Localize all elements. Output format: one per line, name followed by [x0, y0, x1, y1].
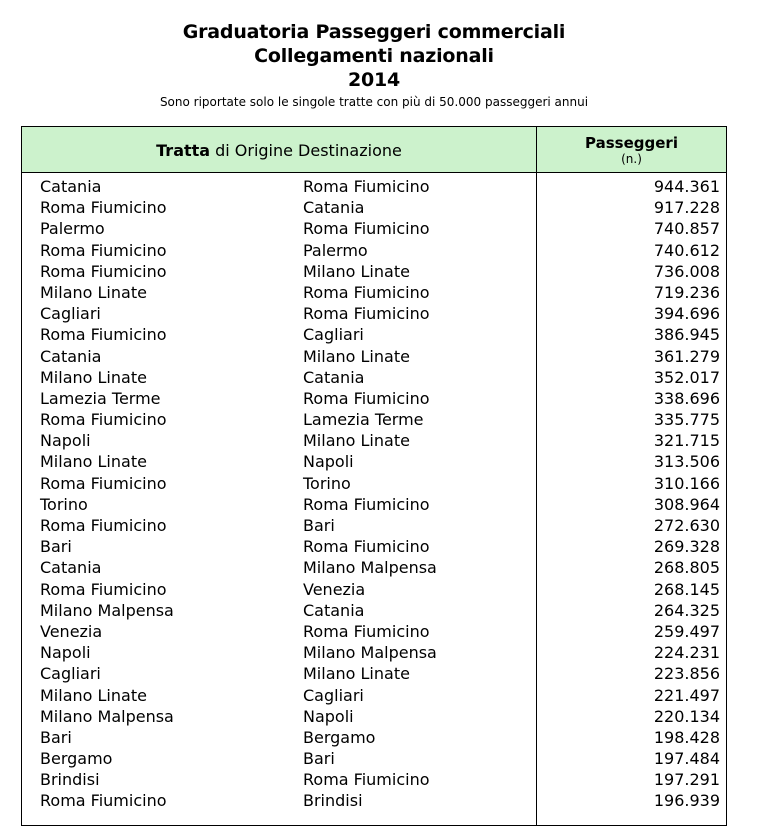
table-row [22, 557, 726, 578]
cell-destination: Catania [303, 600, 365, 620]
document-title-block [0, 20, 748, 110]
cell-origin: Roma Fiumicino [40, 410, 167, 430]
column-header-tratta-rest: di Origine Destinazione [215, 140, 402, 160]
table-row [22, 769, 726, 790]
cell-passengers: 394.696 [653, 304, 720, 324]
cell-passengers: 259.497 [653, 621, 720, 641]
cell-passengers: 352.017 [653, 367, 720, 387]
table-row [22, 430, 726, 451]
table-row [22, 388, 726, 409]
cell-passengers: 223.856 [653, 664, 720, 684]
table-row [22, 303, 726, 324]
cell-origin: Milano Malpensa [40, 706, 174, 726]
cell-origin: Catania [40, 558, 102, 578]
cell-passengers: 220.134 [653, 706, 720, 726]
cell-destination: Roma Fiumicino [303, 177, 430, 196]
table-body [22, 176, 726, 812]
table-row [22, 790, 726, 811]
cell-passengers: 338.696 [653, 388, 720, 408]
cell-destination: Cagliari [303, 685, 364, 705]
cell-destination: Roma Fiumicino [303, 388, 430, 408]
table-row [22, 367, 726, 388]
cell-destination: Lamezia Terme [303, 410, 424, 430]
column-header-tratta-bold: Tratta [156, 140, 211, 160]
table-row [22, 579, 726, 600]
cell-origin: Milano Linate [40, 685, 147, 705]
table-row [22, 621, 726, 642]
document-subtitle-category: Collegamenti nazionali [254, 45, 494, 67]
cell-origin: Milano Linate [40, 367, 147, 387]
cell-destination: Napoli [303, 706, 354, 726]
cell-destination: Napoli [303, 452, 354, 472]
cell-passengers: 272.630 [653, 516, 720, 535]
cell-origin: Brindisi [40, 770, 100, 790]
cell-origin: Lamezia Terme [40, 388, 161, 408]
cell-origin: Roma Fiumicino [40, 261, 167, 281]
cell-destination: Catania [303, 367, 365, 387]
cell-destination: Roma Fiumicino [303, 537, 430, 557]
table-row [22, 324, 726, 345]
cell-destination: Milano Linate [303, 346, 410, 366]
cell-passengers: 269.328 [653, 537, 720, 557]
cell-origin: Bari [40, 727, 72, 747]
cell-passengers: 268.805 [653, 558, 720, 578]
cell-destination: Roma Fiumicino [303, 304, 430, 324]
cell-origin: Bari [40, 537, 72, 557]
table-row [22, 536, 726, 557]
column-header-passeggeri [537, 127, 726, 173]
cell-origin: Roma Fiumicino [40, 473, 167, 493]
cell-passengers: 221.497 [653, 685, 720, 705]
cell-passengers: 944.361 [653, 177, 720, 196]
cell-origin: Napoli [40, 643, 91, 663]
cell-destination: Milano Malpensa [303, 643, 437, 663]
cell-passengers: 196.939 [653, 791, 720, 811]
cell-passengers: 264.325 [653, 600, 720, 620]
cell-destination: Palermo [303, 240, 368, 260]
cell-origin: Bergamo [40, 749, 113, 769]
document-title: Graduatoria Passeggeri commerciali [182, 21, 566, 43]
cell-origin: Cagliari [40, 304, 101, 324]
cell-passengers: 308.964 [653, 494, 720, 514]
table-row [22, 240, 726, 261]
cell-destination: Roma Fiumicino [303, 219, 430, 239]
cell-origin: Napoli [40, 431, 91, 451]
cell-passengers: 321.715 [653, 431, 720, 451]
cell-destination: Milano Linate [303, 664, 410, 684]
cell-origin: Catania [40, 346, 102, 366]
cell-passengers: 268.145 [653, 579, 720, 599]
cell-origin: Catania [40, 177, 102, 196]
cell-passengers: 198.428 [653, 727, 720, 747]
cell-passengers: 197.291 [653, 770, 720, 790]
cell-passengers: 310.166 [653, 473, 720, 493]
cell-origin: Cagliari [40, 664, 101, 684]
cell-passengers: 197.484 [653, 749, 720, 769]
cell-destination: Roma Fiumicino [303, 282, 430, 302]
table-row [22, 346, 726, 367]
table-row [22, 515, 726, 536]
cell-origin: Palermo [40, 219, 105, 239]
cell-passengers: 736.008 [653, 261, 720, 281]
column-header-passeggeri-label: Passeggeri [585, 133, 678, 152]
cell-origin: Venezia [40, 621, 103, 641]
cell-passengers: 361.279 [653, 346, 720, 366]
table-row [22, 282, 726, 303]
cell-passengers: 740.857 [653, 219, 720, 239]
cell-destination: Venezia [303, 579, 366, 599]
table-row [22, 473, 726, 494]
document-note: Sono riportate solo le singole tratte con più di 50.000 passeggeri annui [159, 95, 589, 109]
cell-passengers: 386.945 [653, 325, 720, 345]
cell-origin: Roma Fiumicino [40, 325, 167, 345]
table-row [22, 218, 726, 239]
table-row [22, 197, 726, 218]
cell-origin: Roma Fiumicino [40, 516, 167, 535]
table-row [22, 642, 726, 663]
table-row [22, 727, 726, 748]
table-row [22, 685, 726, 706]
table-row [22, 261, 726, 282]
cell-passengers: 335.775 [653, 410, 720, 430]
cell-origin: Roma Fiumicino [40, 579, 167, 599]
cell-destination: Milano Linate [303, 261, 410, 281]
cell-destination: Torino [303, 473, 351, 493]
cell-destination: Roma Fiumicino [303, 621, 430, 641]
cell-origin: Milano Linate [40, 452, 147, 472]
cell-origin: Roma Fiumicino [40, 198, 167, 218]
cell-origin: Roma Fiumicino [40, 791, 167, 811]
table-row [22, 176, 726, 197]
cell-passengers: 740.612 [653, 240, 720, 260]
cell-origin: Milano Linate [40, 282, 147, 302]
cell-destination: Roma Fiumicino [303, 494, 430, 514]
cell-passengers: 719.236 [653, 282, 720, 302]
table-row [22, 663, 726, 684]
cell-origin: Roma Fiumicino [40, 240, 167, 260]
table-row [22, 409, 726, 430]
column-header-tratta [22, 127, 536, 173]
column-header-passeggeri-unit: (n.) [621, 151, 642, 166]
cell-destination: Bergamo [303, 727, 376, 747]
cell-destination: Bari [303, 516, 335, 535]
table-row [22, 706, 726, 727]
cell-destination: Cagliari [303, 325, 364, 345]
cell-origin: Torino [40, 494, 88, 514]
table-row [22, 451, 726, 472]
cell-destination: Brindisi [303, 791, 363, 811]
table-row [22, 748, 726, 769]
cell-destination: Roma Fiumicino [303, 770, 430, 790]
table-row [22, 494, 726, 515]
cell-destination: Bari [303, 749, 335, 769]
cell-destination: Milano Malpensa [303, 558, 437, 578]
cell-passengers: 917.228 [653, 198, 720, 218]
cell-passengers: 224.231 [653, 643, 720, 663]
cell-origin: Milano Malpensa [40, 600, 174, 620]
table-row [22, 600, 726, 621]
cell-destination: Catania [303, 198, 365, 218]
cell-destination: Milano Linate [303, 431, 410, 451]
cell-passengers: 313.506 [653, 452, 720, 472]
document-year: 2014 [347, 69, 401, 91]
